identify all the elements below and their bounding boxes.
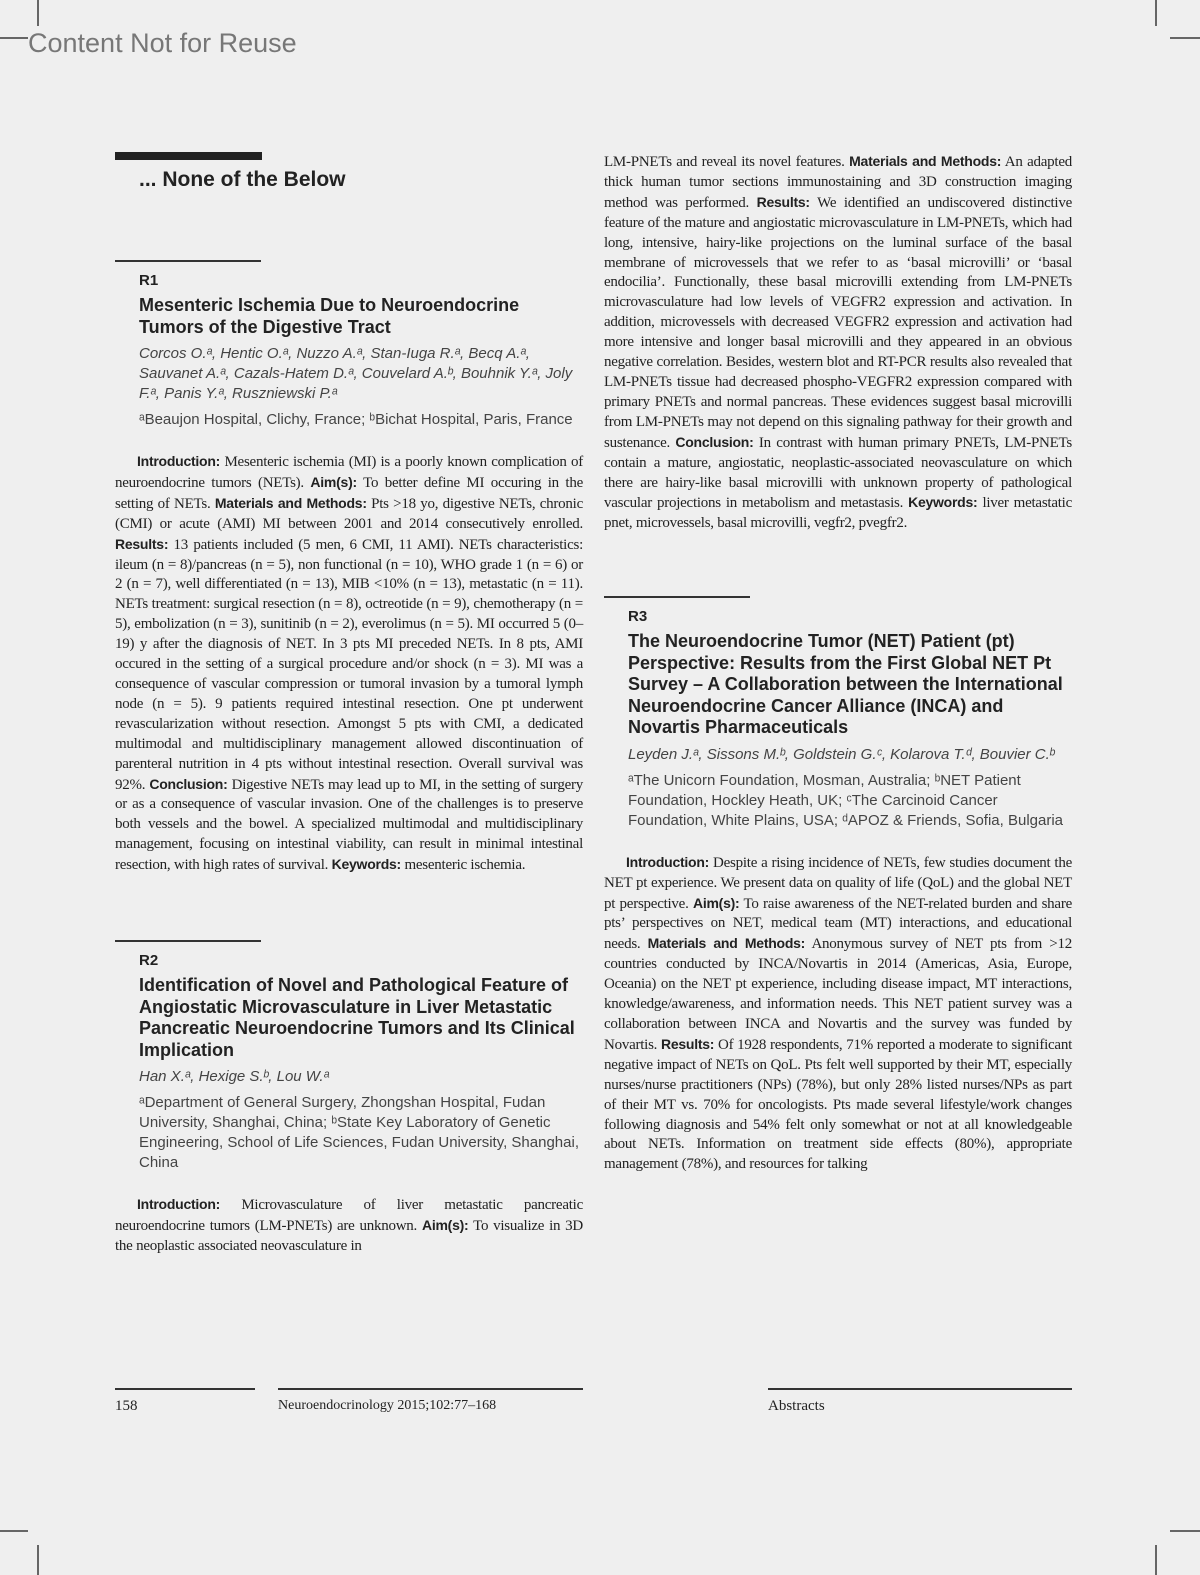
results-text: We identified an undiscovered distinctive feature of the mature and angiostatic microvasculature in LM-PNETs, which had long, intensive, hairy-like projections on the luminal surface of the basal membrane of microvessels that we refer to as ‘basal microvilli’ or ‘basal endocilia’. Functionally, these basal microvilli extending from LM-PNETs microvasculature had low levels of VEGFR2 expression and activation. In addition, microvessels with decreased VEGFR2 expression and activation had more intensive and longer basal microvilli and they appeared in an obvious negative correlation. Besides, western blot and RT-PCR results also revealed that LM-PNETs tissue had decreased phospho-VEGFR2 expression compared with primary PNETs and normal pancreas. These evidences suggest basal microvilli from LM-PNETs may not depend on this signaling pathway for their growth and sustenance. — [604, 194, 1072, 451]
footer-section — [768, 1388, 1072, 1415]
intro-label: Introduction: — [137, 1196, 221, 1213]
conclusion-label: Conclusion: — [149, 775, 228, 792]
left-column — [115, 152, 583, 1257]
footer-page-number — [115, 1388, 255, 1415]
aim-text: To better define MI occuring in the setting of NETs. — [115, 474, 583, 512]
abstract-title: Identification of Novel and Pathological Feature of Angiostatic Microvasculature in Liver Metastatic Pancreatic Neuroendocrine Tumors and Its Clinical Implication — [139, 975, 575, 1060]
abstract-r3 — [604, 596, 1072, 1175]
keywords-text: mesenteric ischemia. — [400, 857, 526, 874]
abstract-id: R3 — [628, 608, 648, 626]
right-column — [604, 152, 1072, 1175]
abstract-body — [604, 853, 1072, 1176]
crop-mark — [1170, 37, 1200, 39]
crop-mark — [0, 1530, 28, 1532]
abstract-rule — [115, 940, 261, 942]
abstract-body — [115, 1195, 583, 1257]
watermark: Content Not for Reuse — [28, 28, 297, 58]
footer-rule — [278, 1388, 583, 1390]
results-label: Results: — [115, 535, 169, 552]
keywords-label: Keywords: — [908, 494, 978, 511]
methods-text: An adapted thick human tumor sections immunostaining and 3D construction imaging method was performed. — [604, 154, 1072, 211]
methods-text: Pts >18 yo, digestive NETs, chronic (CMI) or acute (AMI) MI between 2001 and 2014 consecutively enrolled. — [115, 495, 583, 532]
crop-mark — [1155, 0, 1157, 26]
abstract-affiliations: ᵃBeaujon Hospital, Clichy, France; ᵇBichat Hospital, Paris, France — [139, 411, 573, 428]
section-title: ... None of the Below — [139, 168, 346, 191]
keywords-text: liver metastatic pnet, microvessels, basal microvilli, vegfr2, pvegfr2. — [604, 495, 1072, 532]
crop-mark — [37, 0, 39, 26]
abstract-affiliations: ᵃThe Unicorn Foundation, Mosman, Australia; ᵇNET Patient Foundation, Hockley Heath, UK; ᶜThe Carcinoid Cancer Foundation, White Plains, USA; ᵈAPOZ & Friends, Sofia, Bulgaria — [628, 771, 1064, 829]
intro-label: Introduction: — [626, 853, 710, 870]
abstract-title: The Neuroendocrine Tumor (NET) Patient (pt) Perspective: Results from the First Global NET Pt Survey – A Collaboration between the International Neuroendocrine Cancer Alliance (INCA) and Novartis Pharmaceuticals — [628, 631, 1063, 738]
crop-mark — [1155, 1545, 1157, 1575]
abstract-authors: Leyden J.ᵃ, Sissons M.ᵇ, Goldstein G.ᶜ, Kolarova T.ᵈ, Bouvier C.ᵇ — [628, 745, 1055, 763]
abstract-id: R2 — [139, 952, 159, 970]
crop-mark — [1170, 1530, 1200, 1532]
methods-label: Materials and Methods: — [849, 153, 1002, 169]
keywords-label: Keywords: — [331, 856, 401, 873]
page-number: 158 — [115, 1398, 138, 1414]
methods-text: Anonymous survey of NET pts from >12 countries conducted by INCA/Novartis in 2014 (Americas, Asia, Europe, Oceania) on the NET pt experience, including disease impact, MT interactions, knowledge/awareness, and information needs. This NET patient survey was a collaboration between INCA and Novartis and the survey was funded by Novartis. — [604, 936, 1072, 1053]
crop-mark — [37, 1545, 39, 1575]
results-label: Results: — [756, 193, 810, 210]
abstract-r2 — [115, 940, 583, 1257]
abstract-authors: Han X.ᵃ, Hexige S.ᵇ, Lou W.ᵃ — [139, 1068, 329, 1086]
aim-text: To raise awareness of the NET-related burden and share pts’ perspectives on NET, medical team (MT) interactions, and educational needs. — [604, 895, 1072, 953]
abstract-r2-continued — [604, 152, 1072, 534]
abstract-id: R1 — [139, 272, 159, 289]
abstract-title: Mesenteric Ischemia Due to Neuroendocrine Tumors of the Digestive Tract — [139, 295, 520, 337]
abstract-affiliations: ᵃDepartment of General Surgery, Zhongshan Hospital, Fudan University, Shanghai, China; ᵇState Key Laboratory of Genetic Engineering, School of Life Sciences, Fudan University, Shanghai, China — [139, 1094, 579, 1172]
abstract-authors: Corcos O.ᵃ, Hentic O.ᵃ, Nuzzo A.ᵃ, Stan-Iuga R.ᵃ, Becq A.ᵃ, Sauvanet A.ᵃ, Cazals-Hatem D.ᵃ, Couvelard A.ᵇ, Bouhnik Y.ᵃ, Joly F.ᵃ, Panis Y.ᵃ, Ruszniewski P.ᵃ — [139, 345, 573, 402]
continued-text: LM-PNETs and reveal its novel features. — [604, 154, 850, 170]
abstract-r1 — [115, 260, 583, 876]
conclusion-text: Digestive NETs may lead up to MI, in the setting of surgery or as a consequence of vascular invasion. One of the challenges is to preserve both vessels and the bowel. A specialized multimodal and multidisciplinary management, focusing on intestinal viability, can result in minimal intestinal resection, with high rates of survival. — [115, 776, 583, 874]
intro-label: Introduction: — [137, 453, 221, 469]
intro-text: Microvasculature of liver metastatic pancreatic neuroendocrine tumors (LM-PNETs) are unknown. — [115, 1197, 583, 1234]
results-text: Of 1928 respondents, 71% reported a moderate to significant negative impact of NETs on QoL. Pts felt well supported by their MT, especially nurses/nurse practitioners (NPs) (78%), but only 28% listed nurses/NPs as part of their MT vs. 70% for oncologists. Pts made several lifestyle/work changes following diagnosis and 54% felt only somewhat or not at all knowledgeable about NETs. Information on treatment side effects (80%), appropriate management (78%), and resources for talking — [604, 1036, 1072, 1173]
section-rule — [115, 152, 262, 160]
abstract-rule — [115, 260, 261, 262]
results-text: 13 patients included (5 men, 6 CMI, 11 AMI). NETs characteristics: ileum (n = 8)/pancreas (n = 5), non functional (n = 10), WHO grade 1 (n = 6) or 2 (n = 7), well differentiated (n = 13), MIB <10% (n = 13), metastatic (n = 11). NETs treatment: surgical resection (n = 8), octreotide (n = 9), chemotherapy (n = 5), embolization (n = 3), sunitinib (n = 2), everolimus (n = 5). MI occurred 5 (0–19) y after the diagnosis of NET. In 3 pts MI preceded NETs. In 8 pts, AMI occured in the setting of a surgical procedure and/or shock (n = 3). MI was a consequence of vascular compression or tumoral invasion by a tumoral lymph node (n = 5). 9 patients required intestinal resection. One pt underwent revascularization without resection. Amongst 5 pts with CMI, a dedicated multimodal and multidisciplinary management allowed discontinuation of parenteral nutrition in 4 pts without intestinal resection. Overall survival was 92%. — [115, 536, 583, 793]
footer-rule — [768, 1388, 1072, 1390]
footer-journal — [278, 1388, 583, 1414]
methods-label: Materials and Methods: — [214, 494, 367, 511]
conclusion-label: Conclusion: — [675, 433, 754, 450]
footer-rule — [115, 1388, 255, 1390]
crop-mark — [0, 37, 28, 39]
aim-label: Aim(s): — [692, 894, 740, 911]
abstract-rule — [604, 596, 750, 598]
intro-text: Despite a rising incidence of NETs, few studies document the NET pt experience. We present data on quality of life (QoL) and the global NET pt perspective. — [604, 854, 1072, 912]
abstract-body — [115, 452, 583, 876]
methods-label: Materials and Methods: — [647, 935, 806, 952]
intro-text: Mesenteric ischemia (MI) is a poorly known complication of neuroendocrine tumors (NETs). — [115, 454, 583, 491]
journal-citation: Neuroendocrinology 2015;102:77–168 — [278, 1398, 497, 1413]
conclusion-text: In contrast with human primary PNETs, LM-PNETs contain a mature, angiostatic, neoplastic-associated neovasculature on which there are hairy-like basal microvilli with unknown property of pathological vascular projections in metabolism and metastasis. — [604, 434, 1073, 512]
section-name: Abstracts — [768, 1398, 825, 1414]
aim-label: Aim(s): — [421, 1216, 469, 1233]
results-label: Results: — [660, 1035, 715, 1052]
aim-text: To visualize in 3D the neoplastic associated neovasculature in — [115, 1217, 583, 1254]
aim-label: Aim(s): — [310, 473, 357, 490]
